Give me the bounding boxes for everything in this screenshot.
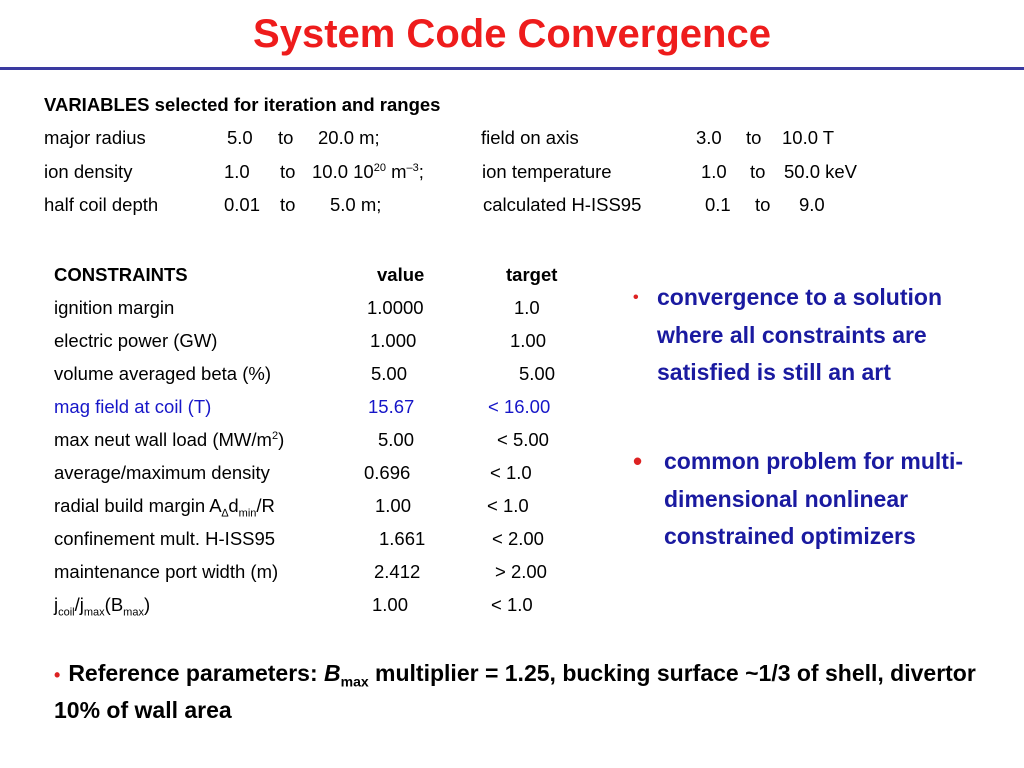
target-header: target (506, 264, 558, 285)
constraint-name: $j_{coil}/j_{max}(B_{max})$ (54, 594, 151, 619)
constraint-name: volume averaged beta (%) (54, 363, 271, 384)
variable-to: to (280, 194, 296, 215)
variable-min: 0.01 (224, 194, 261, 215)
constraint-target: < 1.0 (490, 462, 532, 483)
constraint-name: max neut wall load $(MW/m^2)$ (54, 429, 285, 450)
variable-to-2: to (746, 127, 762, 148)
constraint-value: 1.00 (375, 495, 412, 516)
variable-min: 5.0 (227, 127, 253, 148)
constraint-value: 15.67 (368, 396, 415, 417)
constraint-value: 5.00 (371, 363, 408, 384)
bullet-dot-icon: • (633, 289, 639, 306)
variables-section (44, 94, 858, 228)
variable-name-2: field on axis (481, 127, 579, 148)
constraint-name: mag field at coil (T) (54, 396, 212, 417)
value-header: value (377, 264, 425, 285)
variable-name: ion density (44, 160, 133, 182)
variable-row (44, 160, 858, 195)
variable-name-2: calculated H-ISS95 (483, 194, 642, 215)
constraint-value: 5.00 (378, 429, 415, 450)
constraint-name: radial build margin $A_\Delta d_{min}/R$ (54, 495, 275, 520)
constraint-target: 1.00 (510, 330, 547, 351)
constraint-value: 0.696 (364, 462, 411, 483)
constraint-name: electric power (GW) (54, 330, 218, 351)
reference-rest: multiplier = 1.25, bucking surface ~1/3 of shell, divertor 10% of wall area (54, 660, 976, 723)
variable-name: major radius (44, 127, 146, 148)
reference-prefix: Reference parameters: (68, 660, 324, 686)
constraint-value: 1.00 (372, 594, 409, 615)
variable-min-2: 1.0 (701, 160, 727, 182)
variable-max: 10.0 $10^{20}$ $m^{-3}$; (312, 160, 424, 182)
variable-min-2: 0.1 (705, 194, 731, 215)
bullet-dot-icon: • (633, 446, 643, 476)
variable-to: to (278, 127, 294, 148)
constraints-header: CONSTRAINTS (54, 264, 188, 285)
variables-header: VARIABLES selected for iteration and ranges (44, 94, 441, 115)
constraint-value: 1.661 (379, 528, 426, 549)
variable-min-2: 3.0 (696, 127, 722, 148)
variable-to-2: to (755, 194, 771, 215)
variable-name-2: ion temperature (482, 160, 612, 182)
constraint-value: 1.000 (370, 330, 417, 351)
constraint-target: 1.0 (514, 297, 540, 318)
variable-max-2: 50.0 keV (784, 160, 858, 182)
constraint-target: 5.00 (519, 363, 556, 384)
bullet-text: convergence to a solution where all constraints are satisfied is still an art (657, 284, 942, 385)
constraint-name: ignition margin (54, 297, 175, 318)
constraint-target: < 2.00 (492, 528, 544, 549)
variable-min: 1.0 (224, 160, 250, 182)
variable-to: to (280, 160, 296, 182)
bullet-item (633, 279, 963, 392)
constraint-target: < 5.00 (497, 429, 549, 450)
variable-row (44, 194, 825, 228)
constraint-name: maintenance port width (m) (54, 561, 279, 582)
variable-max-2: 10.0 T (782, 127, 835, 148)
bullet-item (633, 443, 973, 556)
variable-max: 20.0 m; (318, 127, 380, 148)
variable-to-2: to (750, 160, 766, 182)
b-subscript: max (340, 673, 369, 690)
bullet-dot-icon: • (54, 665, 61, 685)
constraint-name: average/maximum density (54, 462, 270, 483)
variable-max: 5.0 m; (330, 194, 382, 215)
b-symbol: B (324, 660, 341, 686)
reference-parameters (54, 656, 994, 728)
constraint-target: < 16.00 (488, 396, 551, 417)
constraint-target: > 2.00 (495, 561, 547, 582)
constraint-target: < 1.0 (491, 594, 533, 615)
title-divider (0, 67, 1024, 70)
variable-max-2: 9.0 (799, 194, 825, 215)
variable-row (44, 127, 835, 161)
constraint-value: 1.0000 (367, 297, 424, 318)
bullet-text: common problem for multi-dimensional nonlinear constrained optimizers (664, 448, 963, 549)
constraint-target: < 1.0 (487, 495, 529, 516)
constraint-name: confinement mult. H-ISS95 (54, 528, 276, 549)
constraint-value: 2.412 (374, 561, 421, 582)
slide-title: System Code Convergence (253, 12, 771, 56)
variable-name: half coil depth (44, 194, 159, 215)
